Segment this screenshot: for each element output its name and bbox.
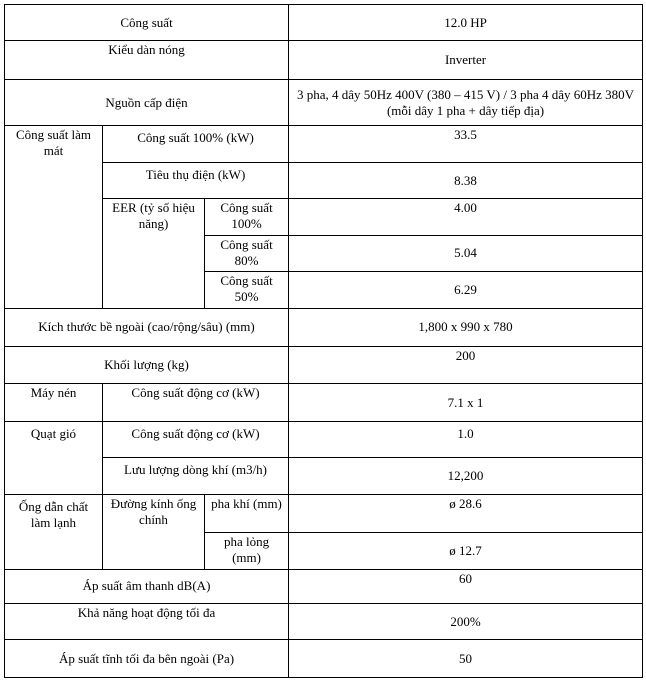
value-power-supply: 3 pha, 4 dây 50Hz 400V (380 – 415 V) / 3 pha 4 dây 60Hz 380V (mỗi dây 1 pha + dây tiếp địa) bbox=[289, 79, 643, 126]
row-dimensions bbox=[5, 308, 643, 346]
row-weight bbox=[5, 346, 643, 383]
value-max-static-pressure: 50 bbox=[289, 640, 643, 678]
row-fan-motor bbox=[5, 421, 643, 457]
value-weight: 200 bbox=[289, 346, 643, 383]
row-cooling-capacity bbox=[5, 126, 643, 162]
row-max-static-pressure bbox=[5, 640, 643, 678]
label-outdoor-type: Kiểu dàn nóng bbox=[5, 41, 289, 79]
label-main-diameter: Đường kính ống chính bbox=[103, 494, 205, 569]
label-dimensions: Kích thước bề ngoài (cao/rộng/sâu) (mm) bbox=[5, 308, 289, 346]
value-sound-pressure: 60 bbox=[289, 569, 643, 603]
row-power-supply bbox=[5, 79, 643, 126]
value-pipe-liquid: ø 12.7 bbox=[289, 533, 643, 569]
value-dimensions: 1,800 x 990 x 780 bbox=[289, 308, 643, 346]
label-compressor: Máy nén bbox=[5, 384, 103, 421]
label-cooling: Công suất làm mát bbox=[5, 126, 103, 308]
value-fan-motor: 1.0 bbox=[289, 421, 643, 457]
value-max-operation: 200% bbox=[289, 603, 643, 639]
label-eer: EER (tỷ số hiệu năng) bbox=[103, 199, 205, 308]
label-eer-80: Công suất 80% bbox=[205, 235, 289, 271]
label-eer-50: Công suất 50% bbox=[205, 272, 289, 308]
label-sound-pressure: Áp suất âm thanh dB(A) bbox=[5, 569, 289, 603]
value-compressor-motor: 7.1 x 1 bbox=[289, 384, 643, 421]
value-eer-100: 4.00 bbox=[289, 199, 643, 235]
label-weight: Khối lượng (kg) bbox=[5, 346, 289, 383]
row-compressor bbox=[5, 384, 643, 421]
label-capacity: Công suất bbox=[5, 5, 289, 41]
row-outdoor-type bbox=[5, 41, 643, 79]
label-pipe-liquid: pha lỏng (mm) bbox=[205, 533, 289, 569]
row-capacity bbox=[5, 5, 643, 41]
row-max-operation bbox=[5, 603, 643, 639]
spec-table bbox=[4, 4, 643, 678]
label-compressor-motor: Công suất động cơ (kW) bbox=[103, 384, 289, 421]
label-max-operation: Khả năng hoạt động tối đa bbox=[5, 603, 289, 639]
label-fan-airflow: Lưu lượng dòng khí (m3/h) bbox=[103, 458, 289, 494]
label-refrigerant-pipe: Ống dẫn chất làm lạnh bbox=[5, 494, 103, 569]
value-cooling-capacity-100: 33.5 bbox=[289, 126, 643, 162]
label-fan: Quạt gió bbox=[5, 421, 103, 494]
label-power-consumption: Tiêu thụ điện (kW) bbox=[103, 162, 289, 198]
label-pipe-gas: pha khí (mm) bbox=[205, 494, 289, 532]
row-sound-pressure bbox=[5, 569, 643, 603]
label-power-supply: Nguồn cấp điện bbox=[5, 79, 289, 126]
value-power-consumption: 8.38 bbox=[289, 162, 643, 198]
value-pipe-gas: ø 28.6 bbox=[289, 494, 643, 532]
label-fan-motor: Công suất động cơ (kW) bbox=[103, 421, 289, 457]
value-capacity: 12.0 HP bbox=[289, 5, 643, 41]
label-max-static-pressure: Áp suất tĩnh tối đa bên ngoài (Pa) bbox=[5, 640, 289, 678]
value-eer-50: 6.29 bbox=[289, 272, 643, 308]
label-cooling-capacity-100: Công suất 100% (kW) bbox=[103, 126, 289, 162]
value-outdoor-type: Inverter bbox=[289, 41, 643, 79]
value-fan-airflow: 12,200 bbox=[289, 458, 643, 494]
value-eer-80: 5.04 bbox=[289, 235, 643, 271]
label-eer-100: Công suất 100% bbox=[205, 199, 289, 235]
row-pipe-gas bbox=[5, 494, 643, 532]
